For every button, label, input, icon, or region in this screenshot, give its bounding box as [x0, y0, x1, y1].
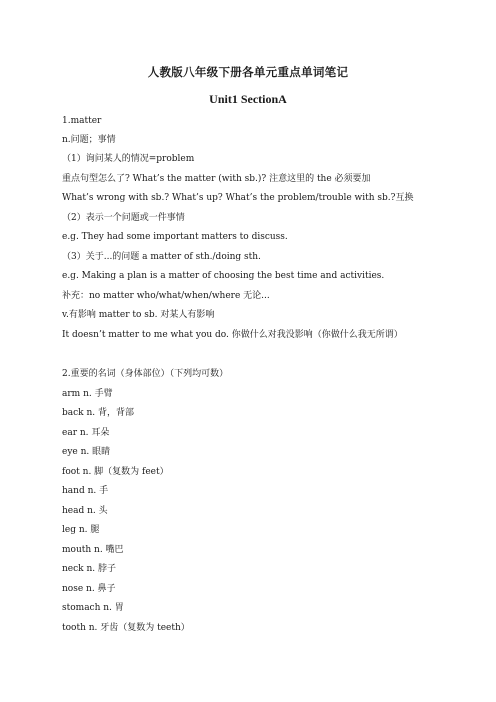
word-item: neck n. 脖子 [62, 564, 116, 574]
definition-noun: n.问题；事情 [62, 135, 116, 145]
word-item: hand n. 手 [62, 486, 109, 496]
word-item: ear n. 耳朵 [62, 428, 110, 438]
word-item: mouth n. 嘴巴 [62, 545, 124, 555]
word-item: leg n. 腿 [62, 525, 100, 535]
definition-verb: v.有影响 matter to sb. 对某人有影响 [62, 310, 215, 320]
usage-3: （3）关于...的问题 a matter of sth./doing sth. [62, 252, 261, 262]
word-item: back n. 背，背部 [62, 408, 135, 418]
word-item: eye n. 眼睛 [62, 447, 111, 457]
word-item: foot n. 脚（复数为 feet） [62, 467, 169, 477]
synonym-sentences: What’s wrong with sb.? What’s up? What’s the problem/trouble with sb.?互换 [62, 193, 414, 203]
entry-heading-matter: 1.matter [62, 116, 102, 126]
usage-1: （1）询问某人的情况=problem [62, 154, 195, 164]
key-sentence: 重点句型怎么了? What’s the matter (with sb.)? 注意这里的 the 必须要加 [62, 174, 371, 184]
example-2: e.g. Making a plan is a matter of choosing the best time and activities. [62, 271, 385, 281]
word-item: nose n. 鼻子 [62, 584, 116, 594]
usage-2: （2）表示一个问题或一件事情 [62, 213, 185, 223]
example-3: It doesn’t matter to me what you do. 你做什么对我没影响（你做什么我无所谓） [62, 330, 403, 340]
example-1: e.g. They had some important matters to discuss. [62, 232, 288, 242]
word-item: arm n. 手臂 [62, 389, 113, 399]
document-title: 人教版八年级下册各单元重点单词笔记 [147, 65, 349, 79]
word-item: stomach n. 胃 [62, 603, 124, 613]
document-subtitle: Unit1 SectionA [209, 92, 287, 106]
word-item: head n. 头 [62, 506, 108, 516]
supplement-note: 补充：no matter who/what/when/where 无论... [62, 291, 270, 301]
section-heading-body-parts: 2.重要的名词（身体部位）（下列均可数） [62, 369, 229, 379]
word-item: tooth n. 牙齿（复数为 teeth） [62, 623, 190, 633]
